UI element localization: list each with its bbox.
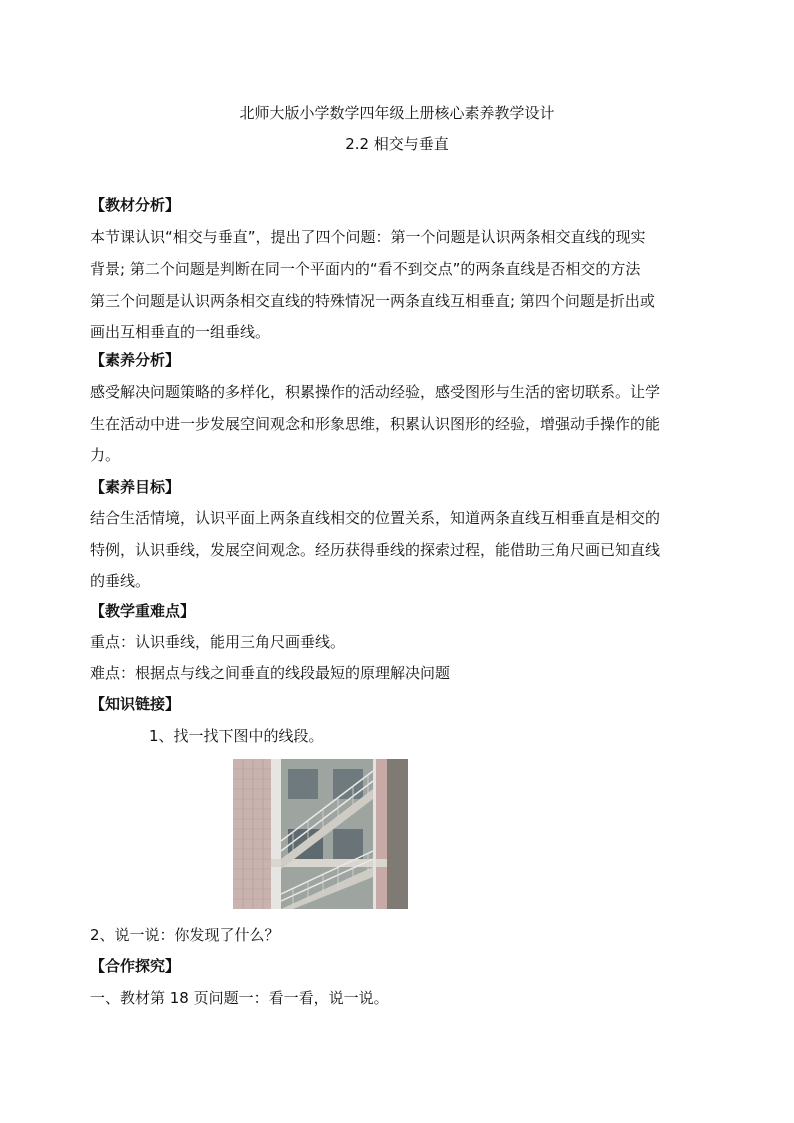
literacy-analysis-line: 力。 [90, 446, 121, 464]
cooperative-item: 一、教材第 18 页问题一：看一看，说一说。 [90, 989, 389, 1007]
knowledge-link-item: 1、找一找下图中的线段。 [149, 727, 324, 745]
literacy-goals-line: 特例，认识垂线，发展空间观念。经历获得垂线的探索过程，能借助三角尺画已知直线 [90, 541, 661, 559]
literacy-analysis-heading: 【素养分析】 [90, 351, 181, 369]
textbook-analysis-line: 本节课认识“相交与垂直”，提出了四个问题：第一个问题是认识两条相交直线的现实 [90, 228, 646, 246]
textbook-analysis-line: 背景; 第二个问题是判断在同一个平面内的“看不到交点”的两条直线是否相交的方法 [90, 260, 641, 278]
knowledge-link-heading: 【知识链接】 [90, 695, 181, 713]
staircase-photo [233, 759, 408, 909]
difficult-point: 难点：根据点与线之间垂直的线段最短的原理解决问题 [90, 664, 451, 682]
textbook-analysis-line: 第三个问题是认识两条相交直线的特殊情况一两条直线互相垂直; 第四个问题是折出或 [90, 292, 655, 310]
literacy-goals-line: 的垂线。 [90, 572, 151, 590]
literacy-goals-heading: 【素养目标】 [90, 478, 181, 496]
literacy-analysis-line: 感受解决问题策略的多样化，积累操作的活动经验，感受图形与生活的密切联系。让学 [90, 383, 661, 401]
key-point: 重点：认识垂线，能用三角尺画垂线。 [90, 633, 346, 651]
document-title: 北师大版小学数学四年级上册核心素养教学设计 [239, 104, 555, 122]
key-difficult-heading: 【教学重难点】 [90, 602, 196, 620]
literacy-analysis-line: 生在活动中进一步发展空间观念和形象思维，积累认识图形的经验，增强动手操作的能 [90, 415, 661, 433]
lesson-subtitle: 2.2 相交与垂直 [345, 135, 449, 153]
cooperative-heading: 【合作探究】 [90, 957, 181, 975]
literacy-goals-line: 结合生活情境，认识平面上两条直线相交的位置关系，知道两条直线互相垂直是相交的 [90, 509, 661, 527]
knowledge-link-item: 2、说一说：你发现了什么？ [90, 926, 280, 944]
textbook-analysis-heading: 【教材分析】 [90, 196, 181, 214]
textbook-analysis-line: 画出互相垂直的一组垂线。 [90, 323, 271, 341]
